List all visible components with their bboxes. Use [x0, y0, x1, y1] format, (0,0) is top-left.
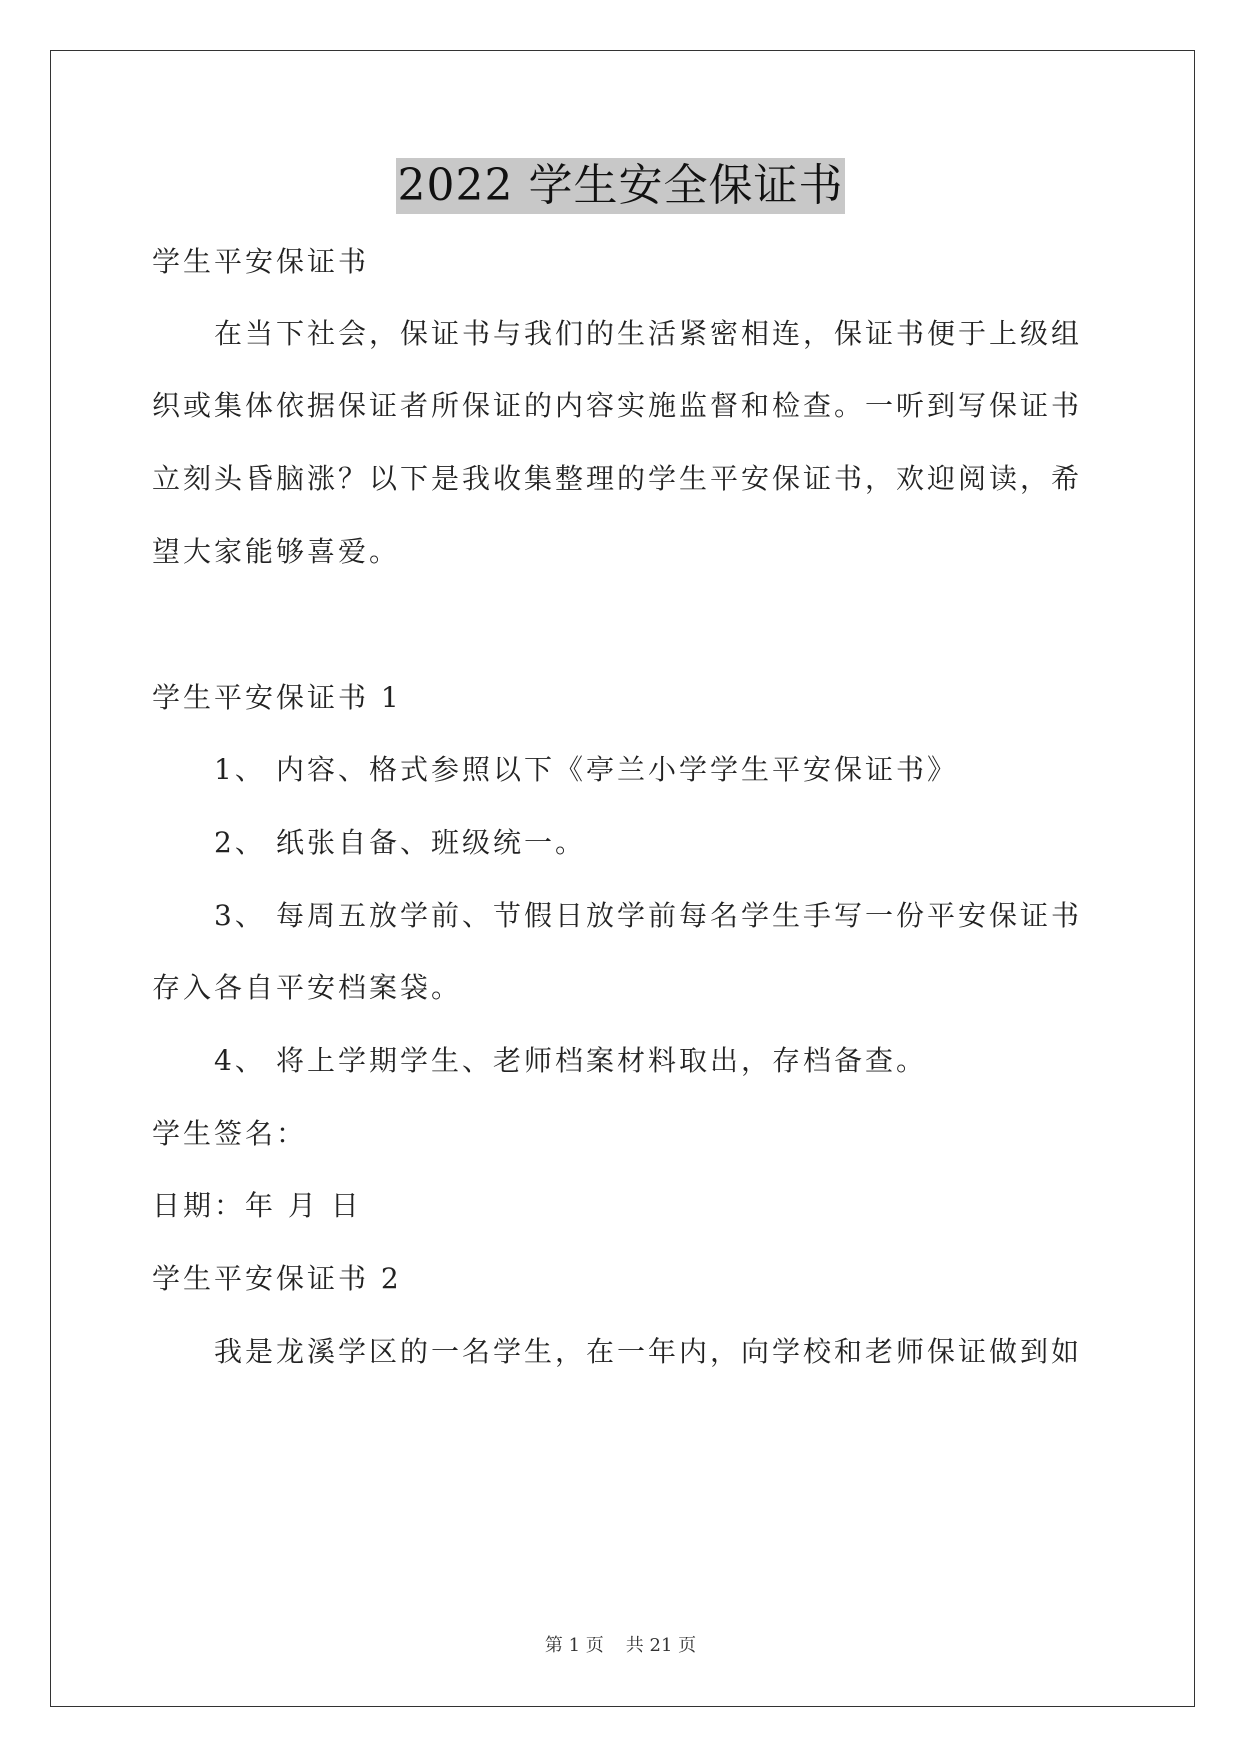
page-border	[50, 50, 1195, 1707]
intro-line-1: 在当下社会，保证书与我们的生活紧密相连，保证书便于上级组	[214, 317, 1083, 350]
signature-label: 学生签名：	[152, 1117, 308, 1150]
page-total: 共 21 页	[625, 1635, 697, 1656]
section2-first-line: 我是龙溪学区的一名学生，在一年内，向学校和老师保证做到如	[214, 1335, 1083, 1368]
list-item-3	[214, 898, 1154, 934]
list-number: 3、	[214, 899, 266, 932]
title-wrap	[0, 158, 1241, 214]
date-label: 日期：年 月 日	[152, 1189, 362, 1222]
list-number: 1、	[214, 753, 266, 786]
list-item-3-continuation: 存入各自平安档案袋。	[152, 971, 463, 1004]
intro-line-4: 望大家能够喜爱。	[152, 535, 401, 568]
list-item-4	[214, 1043, 1154, 1079]
list-text: 每周五放学前、节假日放学前每名学生手写一份平安保证书	[276, 899, 1083, 932]
intro-line-3: 立刻头昏脑涨？以下是我收集整理的学生平安保证书，欢迎阅读，希	[152, 462, 1083, 495]
list-text: 将上学期学生、老师档案材料取出，存档备查。	[276, 1044, 928, 1077]
list-item-1	[214, 752, 1154, 788]
page-footer	[0, 1634, 1241, 1658]
section-heading: 学生平安保证书	[152, 245, 370, 278]
list-text: 纸张自备、班级统一。	[276, 826, 587, 859]
list-item-2	[214, 825, 1154, 861]
document-title: 2022 学生安全保证书	[396, 158, 846, 214]
section2-heading: 学生平安保证书 2	[152, 1262, 402, 1295]
intro-line-2: 织或集体依据保证者所保证的内容实施监督和检查。一听到写保证书	[152, 389, 1083, 422]
page-number: 第 1 页	[544, 1635, 604, 1656]
list-number: 4、	[214, 1044, 266, 1077]
list-text: 内容、格式参照以下《亭兰小学学生平安保证书》	[276, 753, 959, 786]
section1-heading: 学生平安保证书 1	[152, 681, 402, 714]
list-number: 2、	[214, 826, 266, 859]
